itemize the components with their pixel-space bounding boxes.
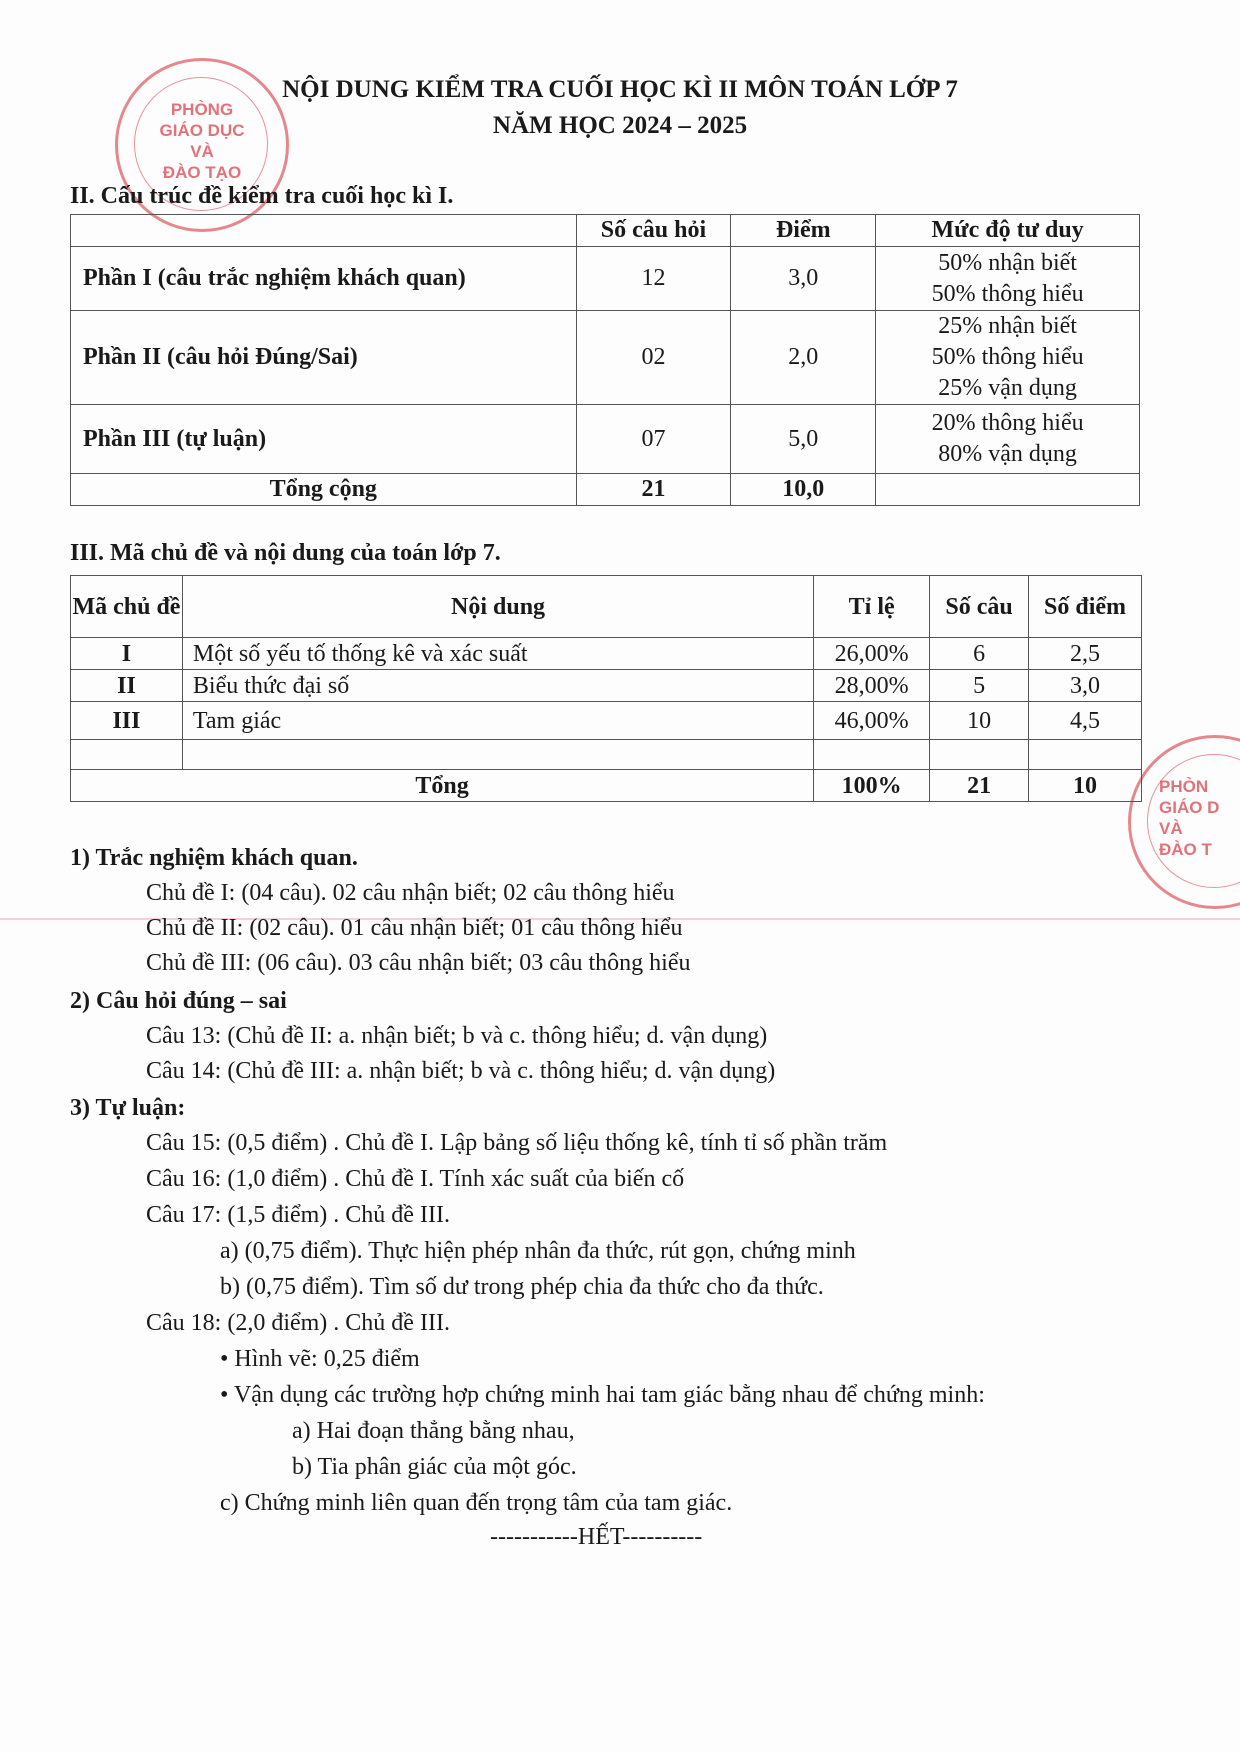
header-score: Điểm	[731, 215, 876, 247]
table-row-empty	[71, 740, 1142, 770]
list-item: Câu 15: (0,5 điểm) . Chủ đề I. Lập bảng số liệu thống kê, tính tỉ số phần trăm	[146, 1130, 888, 1156]
part3-heading: 3) Tự luận:	[70, 1095, 186, 1121]
document-title: NỘI DUNG KIỂM TRA CUỐI HỌC KÌ II MÔN TOÁN LỚP 7	[282, 76, 958, 103]
table-row: III Tam giác 46,00% 10 4,5	[71, 702, 1142, 740]
header-topic-code: Mã chủ đề	[71, 576, 183, 638]
table-header-row	[71, 215, 1140, 247]
table-total-row: Tổng 100% 21 10	[71, 770, 1142, 802]
header-ratio: Tỉ lệ	[814, 576, 930, 638]
official-stamp-partial: PHÒN GIÁO D VÀ ĐÀO T	[1128, 735, 1240, 909]
table-row: I Một số yếu tố thống kê và xác suất 26,00% 6 2,5	[71, 638, 1142, 670]
list-item: Chủ đề I: (04 câu). 02 câu nhận biết; 02 câu thông hiểu	[146, 880, 675, 906]
list-item: • Hình vẽ: 0,25 điểm	[220, 1346, 420, 1372]
list-item: a) Hai đoạn thẳng bằng nhau,	[292, 1418, 575, 1444]
list-item: Câu 17: (1,5 điểm) . Chủ đề III.	[146, 1202, 450, 1228]
table-row: Phần I (câu trắc nghiệm khách quan) 12 3,0 50% nhận biết 50% thông hiểu	[71, 247, 1140, 311]
table-row: Phần III (tự luận) 07 5,0 20% thông hiểu 80% vận dụng	[71, 405, 1140, 474]
list-item: c) Chứng minh liên quan đến trọng tâm của tam giác.	[220, 1490, 733, 1516]
end-marker: -----------HẾT----------	[490, 1524, 703, 1550]
table-row: II Biểu thức đại số 28,00% 5 3,0	[71, 670, 1142, 702]
table-header-row	[71, 576, 1142, 638]
section3-heading: III. Mã chủ đề và nội dung của toán lớp 7.	[70, 540, 501, 566]
header-count: Số câu	[930, 576, 1029, 638]
topics-table	[70, 575, 1142, 802]
section2-heading: II. Cấu trúc đề kiểm tra cuối học kì I.	[70, 183, 454, 209]
part1-heading: 1) Trắc nghiệm khách quan.	[70, 845, 358, 871]
list-item: Chủ đề II: (02 câu). 01 câu nhận biết; 01 câu thông hiểu	[146, 915, 683, 941]
structure-table	[70, 214, 1140, 506]
table-total-row: Tổng cộng 21 10,0	[71, 474, 1140, 506]
list-item: • Vận dụng các trường hợp chứng minh hai tam giác bằng nhau để chứng minh:	[220, 1382, 985, 1408]
list-item: Câu 13: (Chủ đề II: a. nhận biết; b và c. thông hiểu; d. vận dụng)	[146, 1023, 768, 1049]
header-score: Số điểm	[1029, 576, 1142, 638]
list-item: Câu 16: (1,0 điểm) . Chủ đề I. Tính xác suất của biến cố	[146, 1166, 685, 1192]
list-item: Câu 14: (Chủ đề III: a. nhận biết; b và c. thông hiểu; d. vận dụng)	[146, 1058, 776, 1084]
header-content: Nội dung	[182, 576, 813, 638]
list-item: Câu 18: (2,0 điểm) . Chủ đề III.	[146, 1310, 450, 1336]
official-stamp: PHÒNG GIÁO DỤC VÀ ĐÀO TẠO	[115, 58, 289, 232]
document-subtitle: NĂM HỌC 2024 – 2025	[492, 112, 748, 139]
header-thinking-level: Mức độ tư duy	[876, 215, 1140, 247]
list-item: a) (0,75 điểm). Thực hiện phép nhân đa thức, rút gọn, chứng minh	[220, 1238, 856, 1264]
header-question-count: Số câu hỏi	[576, 215, 731, 247]
list-item: b) Tia phân giác của một góc.	[292, 1454, 577, 1480]
list-item: b) (0,75 điểm). Tìm số dư trong phép chia đa thức cho đa thức.	[220, 1274, 824, 1300]
table-row: Phần II (câu hỏi Đúng/Sai) 02 2,0 25% nhận biết 50% thông hiểu 25% vận dụng	[71, 311, 1140, 405]
list-item: Chủ đề III: (06 câu). 03 câu nhận biết; 03 câu thông hiểu	[146, 950, 691, 976]
part2-heading: 2) Câu hỏi đúng – sai	[70, 988, 287, 1014]
